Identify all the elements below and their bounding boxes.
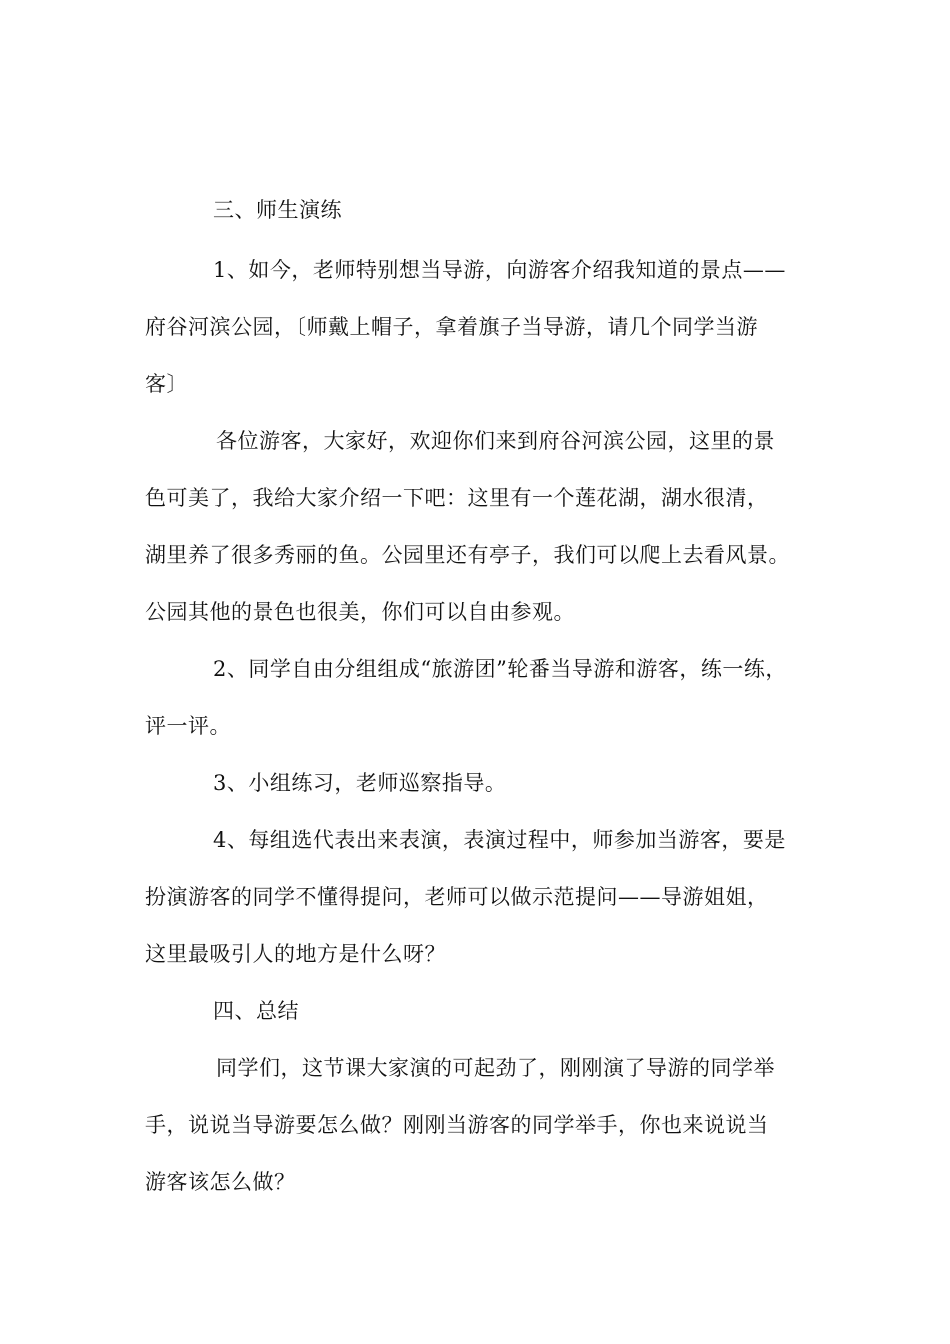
paragraph-line: 这里最吸引人的地方是什么呀？ <box>145 942 446 966</box>
paragraph-line: 3、小组练习，老师巡察指导。 <box>213 771 507 795</box>
paragraph-line: 2、同学自由分组组成“旅游团”轮番当导游和游客，练一练， <box>213 657 787 681</box>
paragraph-line: 扮演游客的同学不懂得提问，老师可以做示范提问——导游姐姐， <box>145 885 769 909</box>
paragraph-line: 色可美了，我给大家介绍一下吧：这里有一个莲花湖，湖水很清， <box>145 486 769 510</box>
paragraph-line: 评一评。 <box>145 714 231 738</box>
paragraph-line: 同学们，这节课大家演的可起劲了，刚刚演了导游的同学举 <box>216 1056 775 1080</box>
paragraph-line: 各位游客，大家好，欢迎你们来到府谷河滨公园，这里的景 <box>216 429 775 453</box>
paragraph-line: 客〕 <box>145 372 188 396</box>
paragraph-line: 府谷河滨公园，〔师戴上帽子，拿着旗子当导游，请几个同学当游 <box>145 315 758 339</box>
paragraph-line: 4、每组选代表出来表演，表演过程中，师参加当游客，要是 <box>213 828 786 852</box>
paragraph-line: 公园其他的景色也很美，你们可以自由参观。 <box>145 600 575 624</box>
paragraph-line: 手，说说当导游要怎么做？刚刚当游客的同学举手，你也来说说当 <box>145 1113 769 1137</box>
section-heading-practice: 三、师生演练 <box>213 198 342 222</box>
paragraph-line: 1、如今，老师特别想当导游，向游客介绍我知道的景点—— <box>213 258 786 282</box>
section-heading-summary: 四、总结 <box>213 999 299 1023</box>
paragraph-line: 湖里养了很多秀丽的鱼。公园里还有亭子，我们可以爬上去看风景。 <box>145 543 790 567</box>
paragraph-line: 游客该怎么做？ <box>145 1170 296 1194</box>
